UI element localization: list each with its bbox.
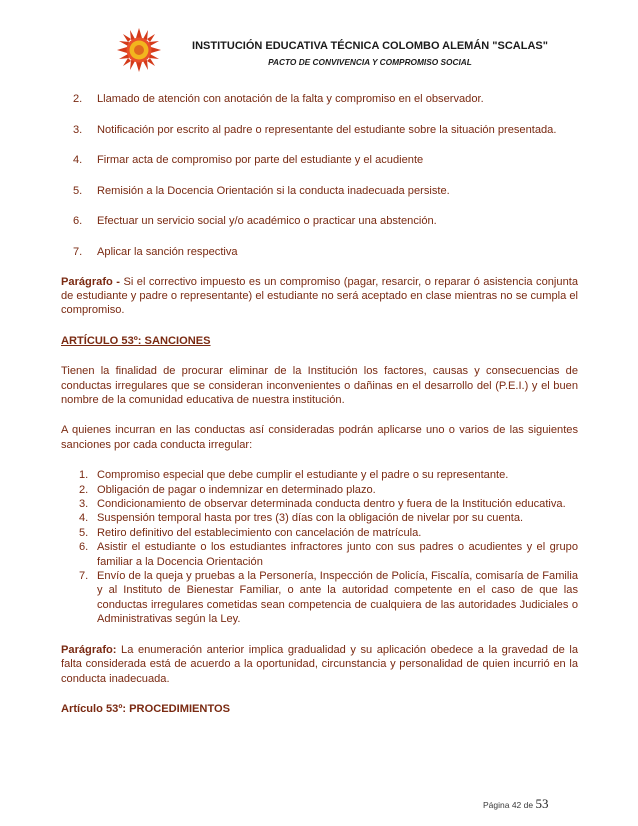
paragraph-2-text: La enumeración anterior implica gradualidad y su aplicación obedece a la gravedad de la falta considerada está de acuerdo a la oportunidad, circunstancia y personalidad de quien incurrió en la conducta inadecuada. [61,643,578,685]
paragraph-2 [61,643,578,686]
sanction-item-text: Condicionamiento de observar determinada conducta dentro y fuera de la Institución educativa. [97,498,566,511]
sanction-item-text: Obligación de pagar o indemnizar en determinado plazo. [97,483,376,496]
sanction-item-number: 7. [79,570,89,583]
sanction-item-text: Envío de la queja y pruebas a la Personería, Inspección de Policía, Fiscalía, comisaría de Familia y al Instituto de Bienestar Familiar, o ante la autoridad competente en el caso de que las conductas irregulares cometidas sean competencia de cualquiera de las autoridades Judiciales o Administrativas según la Ley. [97,570,578,626]
paragraph-1-label: Parágrafo - [61,275,120,288]
procedure-item-number: 2. [73,93,83,105]
sanction-item-number: 6. [79,541,89,554]
procedure-item-number: 6. [73,215,83,228]
sanction-item-number: 5. [79,526,89,539]
procedure-item-number: 4. [73,154,83,167]
sanctions-intro: A quienes incurran en las conductas así consideradas podrán aplicarse uno o varios de las siguientes sanciones por cada conducta irregular: [61,424,578,451]
page-header [0,0,638,80]
procedure-item [61,184,578,198]
procedure-item-number: 7. [73,245,83,258]
sanction-item-number: 3. [79,498,89,511]
article-53-intro: Tienen la finalidad de procurar eliminar de la Institución los factores, causas y consecuencias de conductas irregulares que se consideran inconvenientes o dañinas en el desarrollo del (P.E.I.) y el buen nombre de la comunidad educativa de nuestra institución. [61,365,578,406]
sanction-item [61,497,578,511]
sanction-item [61,468,578,482]
procedure-item-text: Efectuar un servicio social y/o académico o practicar una abstención. [97,215,437,228]
sanction-item-text: Compromiso especial que debe cumplir el estudiante y el padre o su representante. [97,469,509,482]
sanctions-list [61,468,578,626]
procedure-item-text: Aplicar la sanción respectiva [97,245,238,258]
paragraph-2-label: Parágrafo: [61,643,117,656]
sanction-item-text: Asistir el estudiante o los estudiantes infractores junto con sus padres o acudientes y el grupo familiar a la Docencia Orientación [97,541,578,568]
sanction-item-number: 4. [79,512,89,525]
sanction-item-number: 1. [79,469,89,482]
sun-emblem-icon [117,28,161,72]
sanction-item-text: Retiro definitivo del establecimiento con cancelación de matrícula. [97,526,422,539]
paragraph-1-text: Si el correctivo impuesto es un compromiso (pagar, resarcir, o reparar ó asistencia conjunta de estudiante y padre o representante) el estudiante no será aceptado en clase mientras no se cumpla el compromiso. [61,275,578,317]
page-content [61,92,578,716]
procedure-item [61,153,578,167]
procedure-item-text: Llamado de atención con anotación de la falta y compromiso en el observador. [97,93,484,105]
sanction-item [61,526,578,540]
paragraph-1 [61,275,578,318]
procedure-item-text: Notificación por escrito al padre o representante del estudiante sobre la situación presentada. [97,123,557,136]
header-title: INSTITUCIÓN EDUCATIVA TÉCNICA COLOMBO ALEMÁN "SCALAS" [192,40,548,52]
article-53-title: ARTÍCULO 53º: SANCIONES [61,334,211,347]
header-subtitle: PACTO DE CONVIVENCIA Y COMPROMISO SOCIAL [268,57,472,67]
procedure-item-text: Firmar acta de compromiso por parte del estudiante y el acudiente [97,154,424,167]
sanction-item [61,540,578,569]
page-footer [483,796,548,812]
procedure-item [61,245,578,259]
sanction-item-number: 2. [79,483,89,496]
sanction-item [61,569,578,627]
sanction-item-text: Suspensión temporal hasta por tres (3) días con la obligación de nivelar por su cuenta. [97,512,524,525]
procedure-item-text: Remisión a la Docencia Orientación si la conducta inadecuada persiste. [97,184,450,197]
page-number-label: Página 42 de [483,800,534,810]
procedure-list [61,92,578,259]
procedure-item [61,123,578,137]
procedure-item-number: 3. [73,123,83,136]
article-53-procedures-title: Artículo 53º: PROCEDIMIENTOS [61,702,231,715]
procedure-item [61,92,578,106]
sanction-item [61,483,578,497]
procedure-item [61,214,578,228]
procedure-item-number: 5. [73,184,83,197]
page-total: 53 [535,796,549,811]
sanction-item [61,511,578,525]
